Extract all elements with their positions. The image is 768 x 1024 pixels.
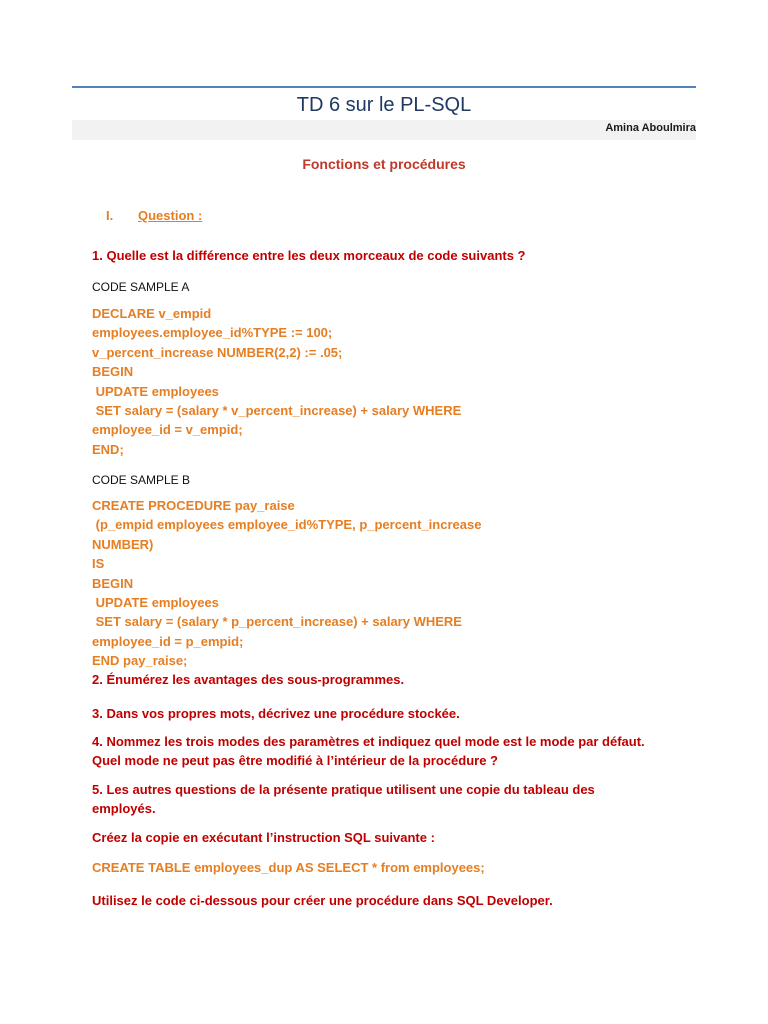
code-line: v_percent_increase NUMBER(2,2) := .05; bbox=[92, 344, 343, 360]
code-line: NUMBER) bbox=[92, 536, 154, 552]
question-4-line: 4. Nommez les trois modes des paramètres et indiquez quel mode est le mode par défaut. bbox=[92, 734, 645, 749]
code-line: BEGIN bbox=[92, 364, 134, 380]
code-line: DECLARE v_empid bbox=[92, 306, 212, 321]
question-4-line: Quel mode ne peut pas être modifié à l’intérieur de la procédure ? bbox=[92, 753, 498, 769]
sql-create-statement bbox=[92, 858, 692, 877]
code-sample-a-label bbox=[92, 278, 692, 297]
question-5 bbox=[92, 780, 692, 819]
section-label: Question : bbox=[138, 208, 203, 223]
question-5-copy bbox=[92, 828, 692, 847]
question-2-text: 2. Énumérez les avantages des sous-programmes. bbox=[92, 672, 405, 687]
code-line: IS bbox=[92, 556, 105, 572]
code-sample-a-title: CODE SAMPLE A bbox=[92, 280, 190, 294]
question-5-use bbox=[92, 891, 692, 910]
question-4 bbox=[92, 732, 692, 771]
question-2 bbox=[92, 670, 692, 689]
code-line: employees.employee_id%TYPE := 100; bbox=[92, 325, 333, 341]
code-line: CREATE PROCEDURE pay_raise bbox=[92, 498, 295, 513]
question-1-text: 1. Quelle est la différence entre les deux morceaux de code suivants ? bbox=[92, 248, 526, 263]
question-1 bbox=[92, 246, 692, 265]
code-line: BEGIN bbox=[92, 575, 134, 591]
sql-create-line: CREATE TABLE employees_dup AS SELECT * from employees; bbox=[92, 860, 485, 875]
code-line: (p_empid employees employee_id%TYPE, p_percent_increase bbox=[92, 517, 482, 533]
code-sample-a bbox=[92, 304, 692, 459]
code-sample-b bbox=[92, 496, 692, 671]
code-sample-b-label bbox=[92, 471, 692, 490]
code-line: END; bbox=[92, 441, 124, 457]
document-subtitle: Fonctions et procédures bbox=[302, 156, 466, 172]
code-sample-b-title: CODE SAMPLE B bbox=[92, 473, 191, 487]
code-line: SET salary = (salary * p_percent_increase) + salary WHERE bbox=[92, 614, 462, 630]
code-line: UPDATE employees bbox=[92, 595, 219, 611]
question-3-text: 3. Dans vos propres mots, décrivez une procédure stockée. bbox=[92, 706, 460, 721]
code-line: employee_id = p_empid; bbox=[92, 633, 244, 649]
document-title: TD 6 sur le PL-SQL bbox=[296, 94, 472, 116]
code-line: employee_id = v_empid; bbox=[92, 422, 243, 438]
author-name: Amina Aboulmira bbox=[605, 122, 696, 134]
code-line: SET salary = (salary * v_percent_increase) + salary WHERE bbox=[92, 403, 462, 419]
question-5-use-text: Utilisez le code ci-dessous pour créer une procédure dans SQL Developer. bbox=[92, 893, 553, 908]
question-3 bbox=[92, 704, 692, 723]
question-5-line: employés. bbox=[92, 801, 156, 817]
code-line: END pay_raise; bbox=[92, 653, 188, 669]
author-band bbox=[72, 120, 696, 140]
section-number: I. bbox=[106, 208, 114, 223]
code-line: UPDATE employees bbox=[92, 383, 219, 399]
question-5-copy-text: Créez la copie en exécutant l’instruction SQL suivante : bbox=[92, 830, 435, 845]
section-heading bbox=[106, 208, 202, 223]
question-5-line: 5. Les autres questions de la présente pratique utilisent une copie du tableau des bbox=[92, 782, 595, 797]
